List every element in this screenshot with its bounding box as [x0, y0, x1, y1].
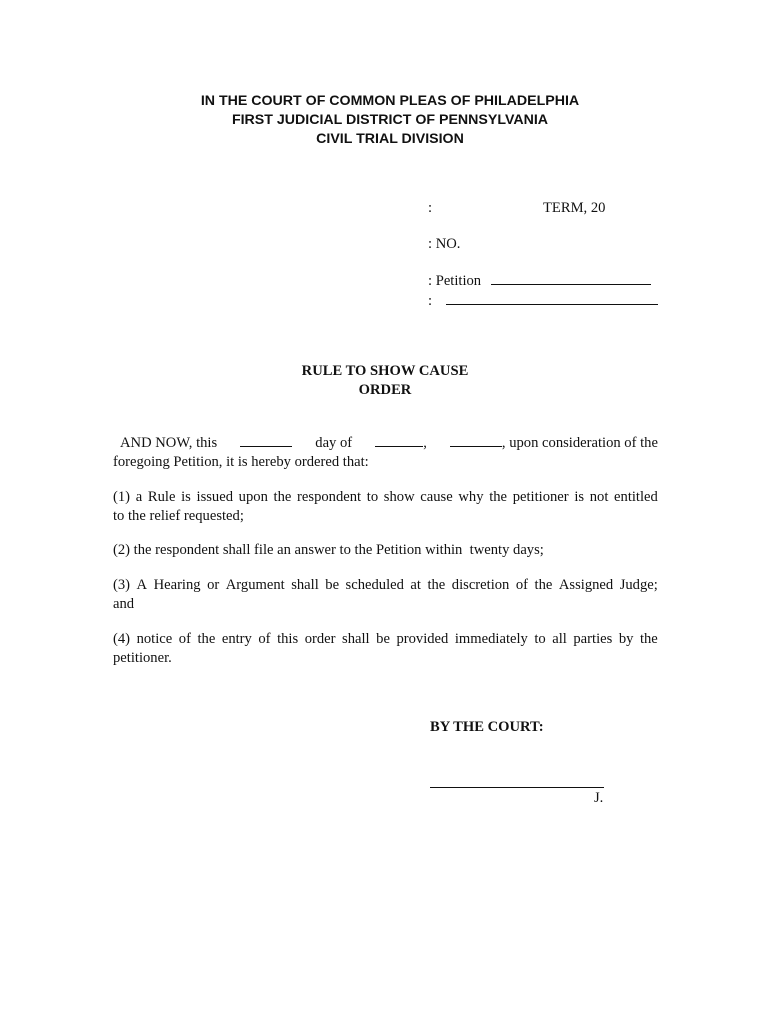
caption-colon-4: : — [428, 293, 433, 309]
comma-1: , — [423, 435, 427, 451]
intro-paragraph — [113, 434, 658, 472]
court-header — [0, 92, 770, 149]
caption-blank-row — [428, 292, 658, 310]
by-the-court-label: BY THE COURT: — [430, 719, 544, 735]
item-3-line-2: and — [113, 596, 135, 612]
item-1-line-1: (1) a Rule is issued upon the respondent to show cause why the petitioner is not entitled — [113, 489, 658, 505]
month-blank — [375, 434, 423, 447]
year-blank — [450, 434, 502, 447]
order-item-3 — [113, 576, 658, 614]
intro-line-1 — [113, 434, 658, 453]
caption-petition-label: : Petition — [428, 273, 482, 289]
item-2-line-1: (2) the respondent shall file an answer to the Petition within twenty days; — [113, 542, 544, 558]
caption-no: : NO. — [428, 236, 461, 252]
court-header-line-3: CIVIL TRIAL DIVISION — [316, 131, 464, 147]
item-3-line-1: (3) A Hearing or Argument shall be scheduled at the discretion of the Assigned Judge; — [113, 577, 658, 593]
judge-signature-line — [430, 787, 604, 788]
order-item-4 — [113, 630, 658, 668]
day-blank — [240, 434, 292, 447]
item-4-line-1: (4) notice of the entry of this order shall be provided immediately to all parties by the — [113, 631, 658, 647]
intro-line-2: foregoing Petition, it is hereby ordered that: — [113, 454, 369, 470]
judge-suffix: J. — [594, 790, 604, 806]
order-item-1 — [113, 488, 658, 526]
caption-petition-row — [428, 272, 651, 290]
title-line-2: ORDER — [358, 382, 412, 398]
item-4-line-2: petitioner. — [113, 650, 172, 666]
petition-blank-line — [491, 272, 651, 285]
court-header-line-1: IN THE COURT OF COMMON PLEAS OF PHILADELPHIA — [200, 93, 580, 109]
order-item-2 — [113, 541, 658, 560]
caption-colon-1: : — [428, 200, 433, 216]
caption-term: TERM, 20 — [543, 200, 606, 216]
caption-blank-line — [446, 292, 658, 305]
court-header-line-2: FIRST JUDICIAL DISTRICT OF PENNSYLVANIA — [231, 112, 549, 128]
consideration-text: , upon consideration of the — [501, 435, 658, 451]
day-of-text: day of — [315, 435, 353, 451]
document-title — [0, 362, 770, 400]
title-line-1: RULE TO SHOW CAUSE — [301, 363, 469, 379]
and-now-text: AND NOW, this — [120, 435, 218, 451]
item-1-line-2: to the relief requested; — [113, 508, 244, 524]
